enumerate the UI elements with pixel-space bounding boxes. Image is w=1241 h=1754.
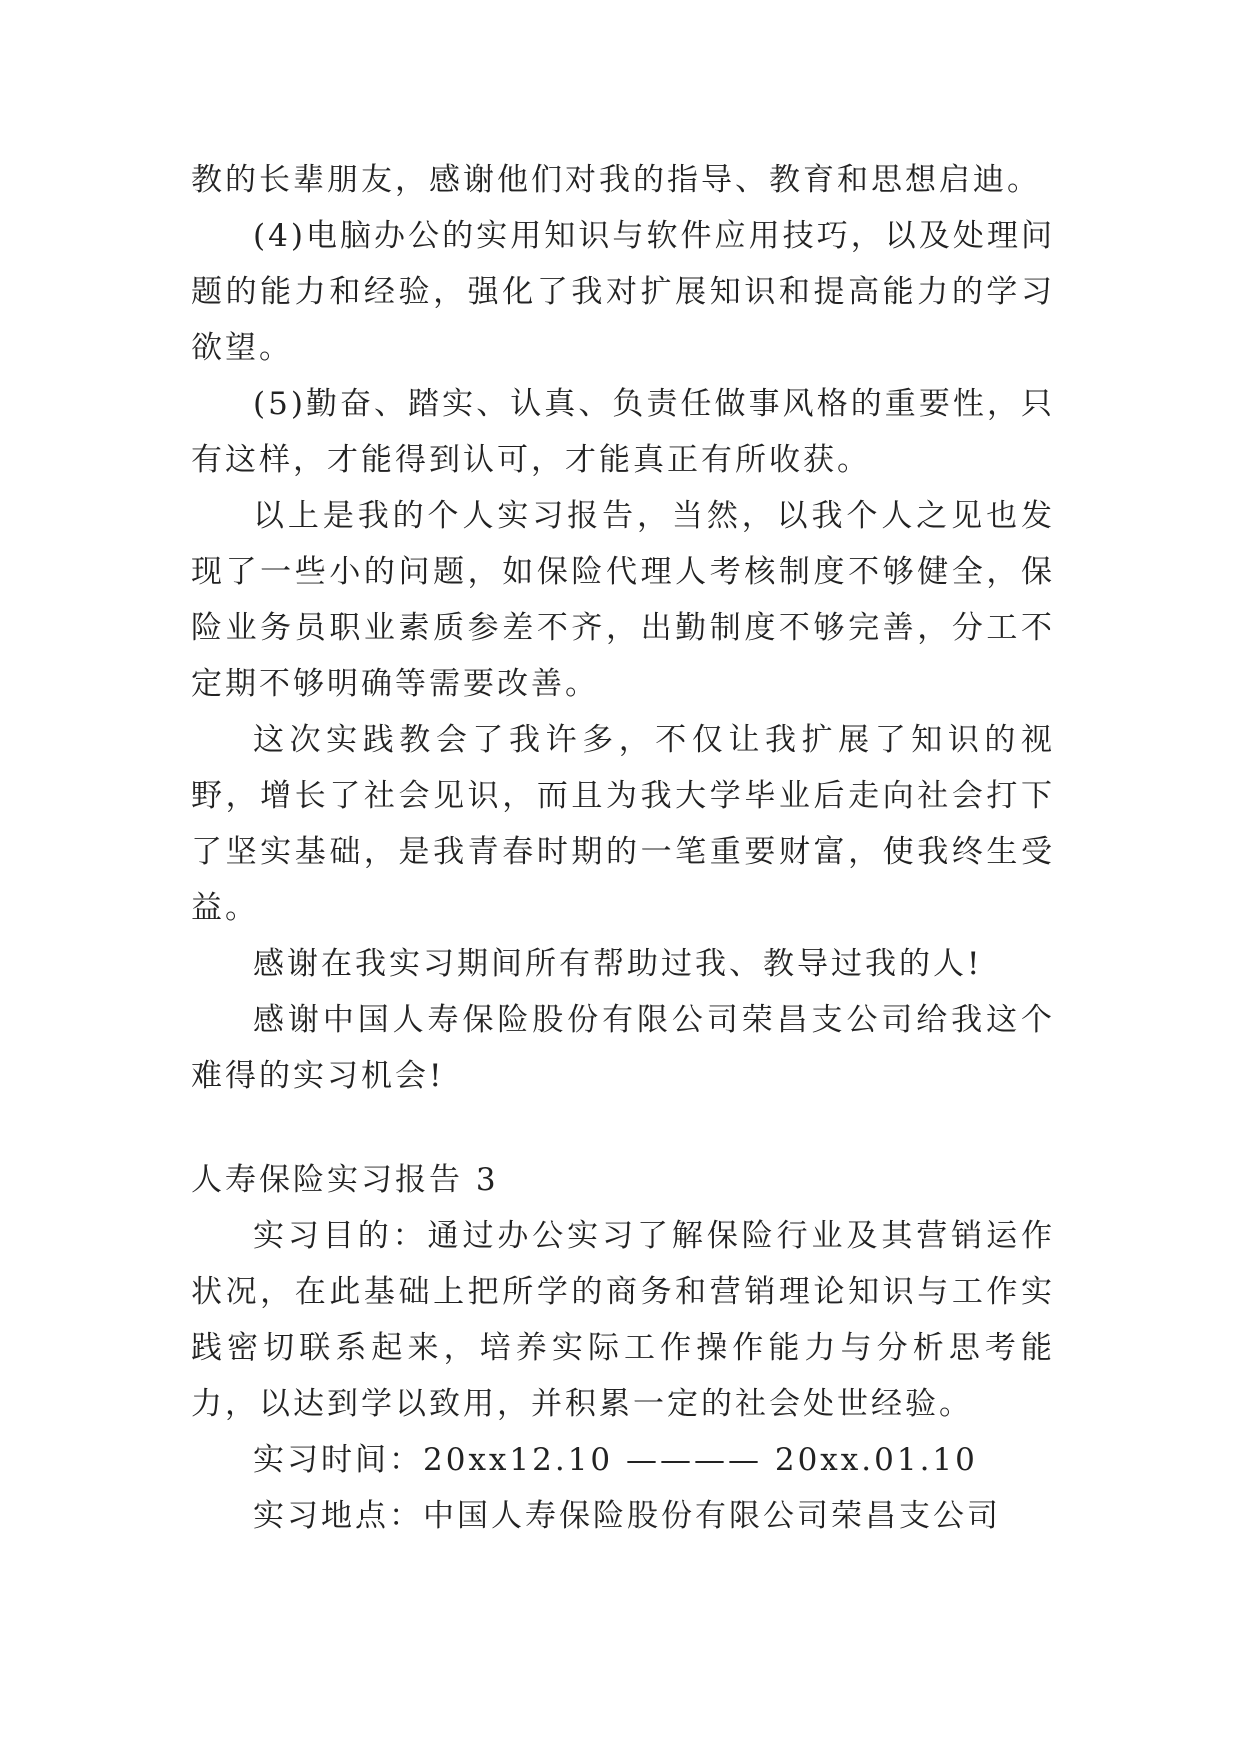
paragraph: 教的长辈朋友，感谢他们对我的指导、教育和思想启迪。 [191, 162, 1041, 198]
paragraph: 以上是我的个人实习报告，当然，以我个人之见也发现了一些小的问题，如保险代理人考核制度不够健全，保险业务员职业素质参差不齐，出勤制度不够完善，分工不定期不够明确等需要改善。 [191, 498, 1055, 702]
paragraph: 实习时间：20xx12.10 ———— 20xx.01.10 [253, 1442, 978, 1478]
paragraph: 实习目的：通过办公实习了解保险行业及其营销运作状况，在此基础上把所学的商务和营销理论知识与工作实践密切联系起来，培养实际工作操作能力与分析思考能力，以达到学以致用，并积累一定的社会处世经验。 [191, 1218, 1055, 1422]
section-title: 人寿保险实习报告 3 [191, 1162, 499, 1198]
document-body [191, 152, 1055, 1544]
paragraph: 感谢中国人寿保险股份有限公司荣昌支公司给我这个难得的实习机会! [191, 1002, 1055, 1094]
paragraph: (4)电脑办公的实用知识与软件应用技巧，以及处理问题的能力和经验，强化了我对扩展知识和提高能力的学习欲望。 [191, 218, 1055, 366]
paragraph: 这次实践教会了我许多，不仅让我扩展了知识的视野，增长了社会见识，而且为我大学毕业后走向社会打下了坚实基础，是我青春时期的一笔重要财富，使我终生受益。 [191, 722, 1055, 926]
paragraph: 实习地点：中国人寿保险股份有限公司荣昌支公司 [253, 1498, 1001, 1534]
paragraph: 感谢在我实习期间所有帮助过我、教导过我的人! [253, 946, 983, 982]
paragraph: (5)勤奋、踏实、认真、负责任做事风格的重要性，只有这样，才能得到认可，才能真正有所收获。 [191, 386, 1055, 478]
